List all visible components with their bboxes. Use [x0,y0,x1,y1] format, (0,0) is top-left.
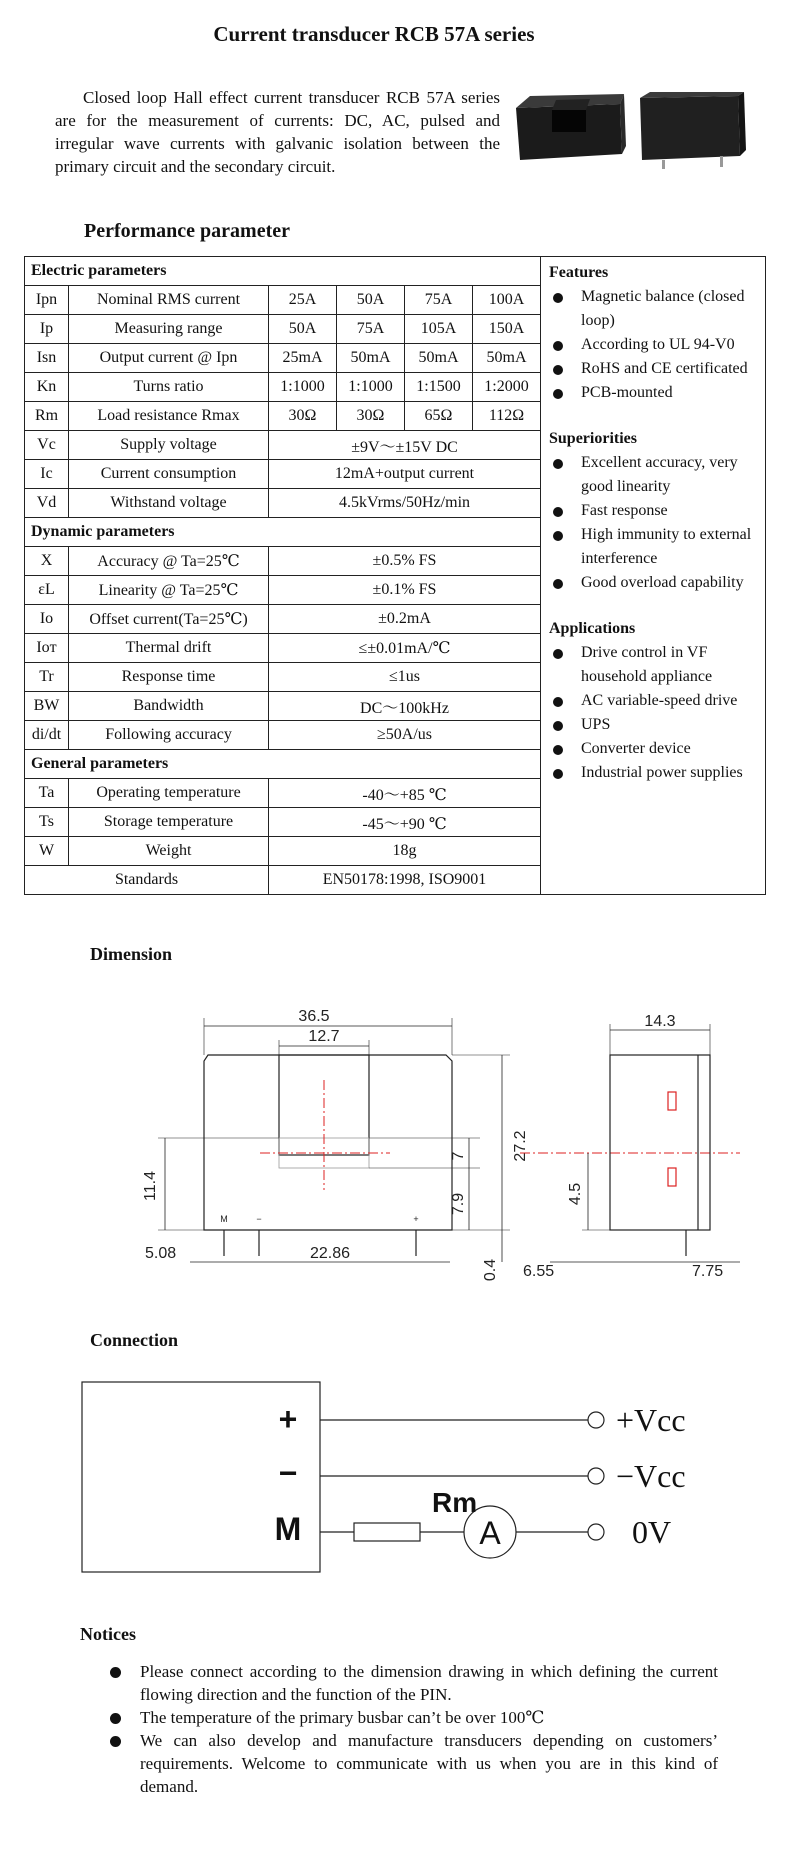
param-value: 112Ω [473,402,541,431]
superiorities-item: High immunity to external interference [549,523,759,571]
standards-value: EN50178:1998, ISO9001 [269,866,541,895]
param-value: 105A [405,315,473,344]
dim-window: 12.7 [308,1028,340,1045]
terminal-0v [588,1524,604,1540]
side-view [550,1024,740,1262]
superiorities-item: Excellent accuracy, very good linearity [549,451,759,499]
param-symbol: Ta [25,779,69,808]
superiorities-heading: Superiorities [549,430,637,447]
dim-pin-offset: 5.08 [145,1245,177,1262]
param-symbol: εL [25,576,69,605]
output-vcc-minus: −Vcc [616,1458,686,1494]
param-name: Current consumption [69,460,269,489]
param-value: 30Ω [337,402,405,431]
param-name: Turns ratio [69,373,269,402]
param-value: 50A [337,286,405,315]
applications-item: Industrial power supplies [549,761,759,785]
front-view [158,1018,510,1262]
notice-item: Please connect according to the dimension drawing in which defining the current flowing direction and the function of the PIN. [106,1660,718,1706]
output-vcc-plus: +Vcc [616,1402,686,1438]
dim-center: 11.4 [142,1171,159,1201]
param-name: Accuracy @ Ta=25℃ [69,547,269,576]
param-value: -45～+90 ℃ [269,808,541,837]
param-symbol: Rm [25,402,69,431]
superiorities-item: Good overload capability [549,571,759,595]
param-symbol: Ip [25,315,69,344]
param-value: 100A [473,286,541,315]
terminal-vcc-minus [588,1468,604,1484]
param-symbol: Ipn [25,286,69,315]
param-value: 50mA [337,344,405,373]
param-name: Nominal RMS current [69,286,269,315]
param-value: 65Ω [405,402,473,431]
performance-heading: Performance parameter [84,220,290,242]
product-photo-side [640,92,746,169]
param-symbol: Kn [25,373,69,402]
features-item: Magnetic balance (closed loop) [549,285,759,333]
notices-list [106,1660,718,1798]
param-value: ±0.2mA [269,605,541,634]
param-name: Withstand voltage [69,489,269,518]
dim-depth: 14.3 [644,1013,676,1030]
param-name: Bandwidth [69,692,269,721]
features-list [549,285,759,405]
dim-window-h: 7 [450,1151,467,1161]
meter-label: A [479,1515,501,1551]
param-value: DC～100kHz [269,692,541,721]
features-item: RoHS and CE certificated [549,357,759,381]
applications-item: UPS [549,713,759,737]
param-symbol: Ts [25,808,69,837]
pin-label-m: M [220,1214,228,1224]
pin-label-minus: − [256,1214,262,1224]
front-dimensions [142,1008,529,1281]
connection-heading: Connection [90,1330,179,1350]
param-name: Measuring range [69,315,269,344]
dim-pin-len: 0.4 [482,1258,499,1282]
param-name: Output current @ Ipn [69,344,269,373]
param-value: 75A [405,286,473,315]
output-0v: 0V [632,1514,672,1550]
param-name: Load resistance Rmax [69,402,269,431]
section-dynamic: Dynamic parameters [25,518,541,547]
applications-heading: Applications [549,620,636,637]
section-electric: Electric parameters [25,257,541,286]
param-value: ±0.5% FS [269,547,541,576]
param-value: ≥50A/us [269,721,541,750]
dim-window-low: 7.9 [450,1192,467,1216]
pin-label-plus: + [413,1214,419,1224]
param-value: ±0.1% FS [269,576,541,605]
performance-table [24,256,766,895]
pin-plus: + [278,1401,298,1437]
pin-m: M [274,1511,302,1547]
dimension-heading: Dimension [90,944,173,964]
applications-item: Converter device [549,737,759,761]
param-symbol: X [25,547,69,576]
dim-side-center: 4.5 [567,1182,584,1206]
param-symbol: Io [25,605,69,634]
superiorities-list [549,451,759,595]
page-title: Current transducer RCB 57A series [213,22,535,46]
features-panel [541,257,766,895]
param-symbol: di/dt [25,721,69,750]
param-value: ≤±0.01mA/℃ [269,634,541,663]
param-name: Weight [69,837,269,866]
param-value: 25mA [269,344,337,373]
param-value: 1:2000 [473,373,541,402]
param-value: 50mA [473,344,541,373]
param-name: Storage temperature [69,808,269,837]
features-item: PCB-mounted [549,381,759,405]
dim-height: 27.2 [512,1130,529,1162]
dimension-drawing [130,990,750,1290]
pin-minus: − [278,1455,298,1491]
features-heading: Features [549,264,609,281]
param-value: ±9V～±15V DC [269,431,541,460]
terminal-vcc-plus [588,1412,604,1428]
param-value: 150A [473,315,541,344]
resistor-rm [354,1523,420,1541]
param-symbol: Vc [25,431,69,460]
param-value: 1:1000 [269,373,337,402]
connection-diagram [80,1380,720,1580]
param-value: 50mA [405,344,473,373]
param-value: 12mA+output current [269,460,541,489]
param-name: Following accuracy [69,721,269,750]
dim-pin-pitch: 22.86 [309,1245,351,1262]
front-outline [204,1055,452,1230]
applications-item: AC variable-speed drive [549,689,759,713]
dim-side-right: 7.75 [692,1263,724,1280]
param-value: 18g [269,837,541,866]
superiorities-item: Fast response [549,499,759,523]
param-symbol: Ic [25,460,69,489]
param-value: 50A [269,315,337,344]
notice-item: The temperature of the primary busbar can’t be over 100℃ [106,1706,718,1729]
standards-label: Standards [25,866,269,895]
param-name: Linearity @ Ta=25℃ [69,576,269,605]
side-dimensions [523,1013,723,1280]
product-photos [512,90,762,170]
param-symbol: Vd [25,489,69,518]
notices-heading: Notices [80,1624,136,1644]
param-symbol: Isn [25,344,69,373]
param-value: 1:1500 [405,373,473,402]
product-photo-front [516,94,626,160]
notice-item: We can also develop and manufacture transducers depending on customers’ requirements. Welcome to communicate with us when you are in this kind of demand. [106,1729,718,1798]
resistor-label: Rm [432,1487,478,1518]
param-name: Operating temperature [69,779,269,808]
section-general: General parameters [25,750,541,779]
param-symbol: BW [25,692,69,721]
applications-list [549,641,759,785]
param-value: 75A [337,315,405,344]
intro-paragraph: Closed loop Hall effect current transducer RCB 57A series are for the measurement of currents: DC, AC, pulsed and irregular wave currents with galvanic isolation between the primary circuit and the secondary circuit. [55,88,500,176]
param-value: 30Ω [269,402,337,431]
param-value: 1:1000 [337,373,405,402]
features-item: According to UL 94-V0 [549,333,759,357]
param-value: ≤1us [269,663,541,692]
param-symbol: W [25,837,69,866]
param-value: 4.5kVrms/50Hz/min [269,489,541,518]
applications-item: Drive control in VF household appliance [549,641,759,689]
dim-side-left: 6.55 [523,1263,555,1280]
param-value: -40～+85 ℃ [269,779,541,808]
param-symbol: Tr [25,663,69,692]
param-name: Offset current(Ta=25℃) [69,605,269,634]
param-value: 25A [269,286,337,315]
param-name: Response time [69,663,269,692]
param-name: Thermal drift [69,634,269,663]
side-outline [610,1055,710,1230]
param-symbol: Ioт [25,634,69,663]
dim-width: 36.5 [298,1008,330,1025]
param-name: Supply voltage [69,431,269,460]
